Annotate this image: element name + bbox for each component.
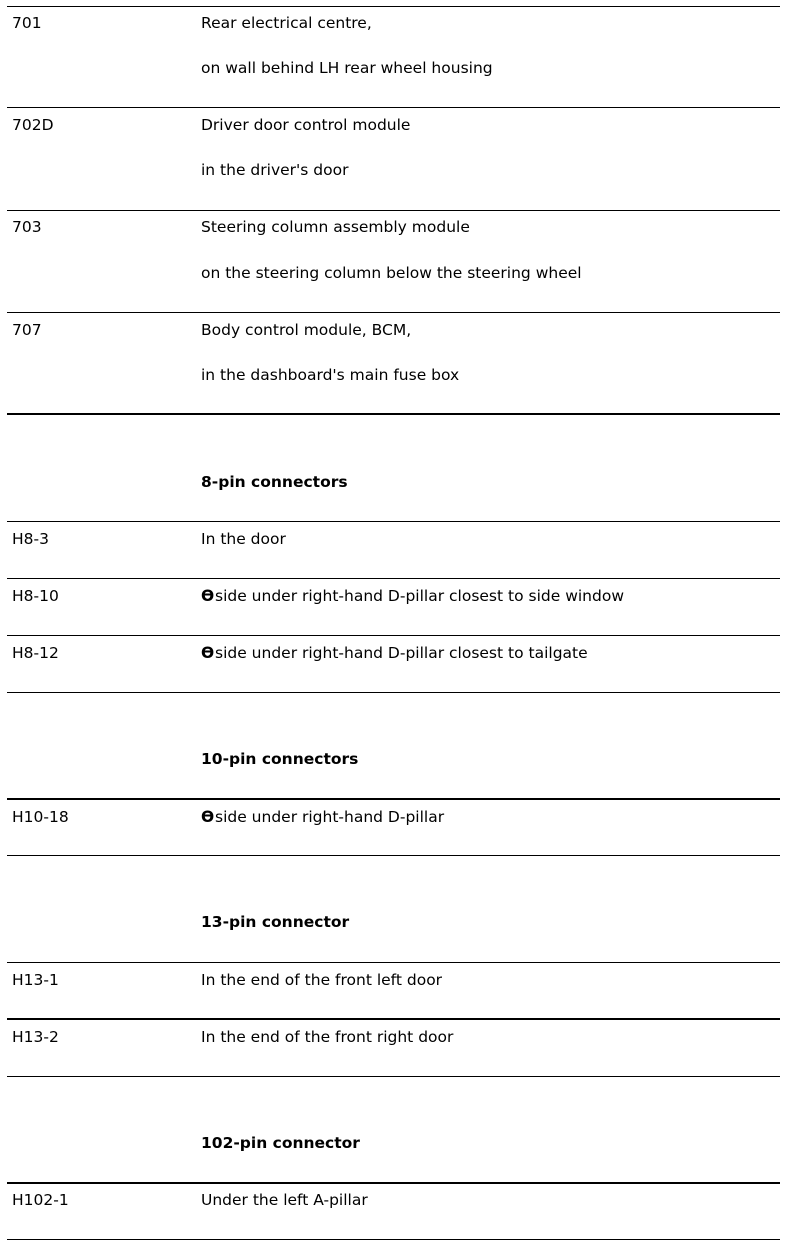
table-rule	[7, 210, 780, 211]
component-location: on the steering column below the steering wheel	[201, 264, 582, 282]
table-rule	[7, 107, 780, 108]
connector-location-text: side under right-hand D-pillar closest to tailgate	[215, 644, 588, 662]
connector-location	[201, 586, 624, 606]
component-name: Rear electrical centre,	[201, 14, 372, 32]
table-rule	[7, 578, 780, 579]
component-location: in the driver's door	[201, 161, 349, 179]
table-rule	[7, 1018, 780, 1020]
table-rule	[7, 521, 780, 522]
connector-location-text: side under right-hand D-pillar	[215, 808, 445, 826]
connector-location: In the end of the front left door	[201, 971, 443, 989]
component-code: 701	[12, 14, 42, 32]
connector-code: H10-18	[12, 808, 69, 826]
connector-location-text: side under right-hand D-pillar closest to side window	[215, 587, 624, 605]
section-heading: 13-pin connector	[201, 913, 350, 931]
connector-code: H8-12	[12, 644, 59, 662]
section-heading: 10-pin connectors	[201, 750, 359, 768]
table-rule	[7, 6, 780, 7]
table-rule	[7, 1182, 780, 1184]
connector-location	[201, 643, 588, 663]
table-rule	[7, 312, 780, 313]
component-code: 707	[12, 321, 42, 339]
component-code: 702D	[12, 116, 54, 134]
component-name: Steering column assembly module	[201, 218, 470, 236]
connector-code: H8-10	[12, 587, 59, 605]
connector-location: In the end of the front right door	[201, 1028, 454, 1046]
component-name: Driver door control module	[201, 116, 411, 134]
table-rule	[7, 413, 780, 415]
component-location: on wall behind LH rear wheel housing	[201, 59, 493, 77]
connector-code: H8-3	[12, 530, 49, 548]
component-location: in the dashboard's main fuse box	[201, 366, 460, 384]
connector-code: H13-1	[12, 971, 59, 989]
section-heading: 8-pin connectors	[201, 473, 348, 491]
table-rule	[7, 1239, 780, 1240]
connector-code: H13-2	[12, 1028, 59, 1046]
table-rule	[7, 798, 780, 800]
chassis-side-symbol: ϴ	[201, 644, 215, 662]
connector-location: Under the left A-pillar	[201, 1191, 368, 1209]
component-name: Body control module, BCM,	[201, 321, 412, 339]
connector-location: In the door	[201, 530, 286, 548]
component-code: 703	[12, 218, 42, 236]
table-rule	[7, 962, 780, 963]
table-rule	[7, 635, 780, 636]
chassis-side-symbol: ϴ	[201, 587, 215, 605]
connector-code: H102-1	[12, 1191, 69, 1209]
table-rule	[7, 855, 780, 856]
section-heading: 102-pin connector	[201, 1134, 360, 1152]
chassis-side-symbol: ϴ	[201, 808, 215, 826]
table-rule	[7, 1076, 780, 1077]
connector-location	[201, 807, 444, 827]
table-rule	[7, 692, 780, 693]
